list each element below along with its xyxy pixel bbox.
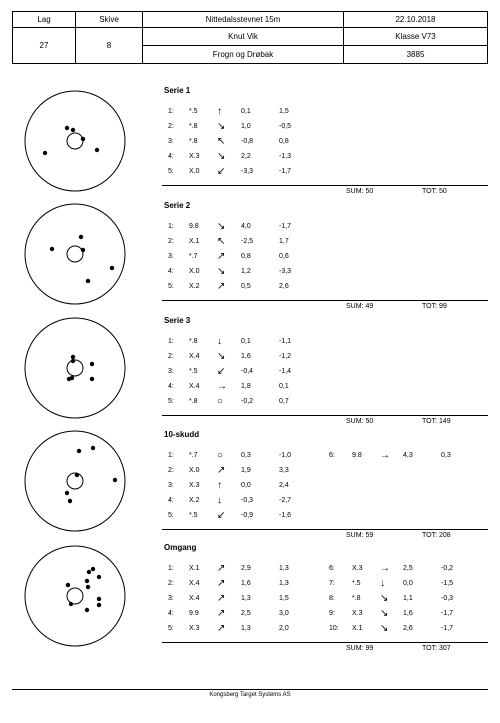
target-outer-ring [25,431,125,531]
shot-x: 1,0 [241,123,251,130]
target-diagram [23,202,127,306]
shot-impact [90,362,94,366]
shot-score: X.4 [189,595,200,602]
shot-score: *.5 [189,108,198,115]
shot-x: -3,3 [241,168,254,175]
shot-y: -1,0 [279,452,292,459]
direction-down-left-icon: ↙ [217,510,226,521]
direction-up-icon: ↑ [217,106,222,117]
shot-score: X.3 [189,625,200,632]
shot-y: 3,0 [279,610,289,617]
shot-impact [77,449,81,453]
shot-impact [91,446,95,450]
shot-y: 0,1 [279,383,289,390]
shot-y: -1,7 [441,625,454,632]
shot-x: 0,1 [241,338,251,345]
shot-y: -2,7 [279,497,292,504]
shot-number: 5: [168,398,174,405]
shooter-name: Knut Vik [143,28,344,46]
direction-up-left-icon: ↖ [217,136,226,147]
section-title: Serie 1 [164,86,191,95]
shot-x: 2,5 [241,610,251,617]
shot-impact [50,247,54,251]
direction-down-right-icon: ↘ [217,351,226,362]
section-sum: SUM: 59 [346,532,374,539]
shot-impact [65,491,69,495]
target-inner-ring [67,588,83,604]
shot-number: 1: [168,223,174,230]
direction-down-right-icon: ↘ [217,221,226,232]
shot-number: 7: [329,580,335,587]
shot-y: 2,4 [279,482,289,489]
shot-x: 0,3 [241,452,251,459]
direction-up-right-icon: ↗ [217,563,226,574]
lag-value: 27 [13,28,76,64]
shot-score: *.8 [189,123,198,130]
direction-down-right-icon: ↘ [217,121,226,132]
shot-number: 4: [168,497,174,504]
shot-number: 10: [329,625,339,632]
direction-down-right-icon: ↘ [380,608,389,619]
shot-y: 0,8 [279,138,289,145]
shot-impact [87,570,91,574]
shot-x: -2,5 [241,238,254,245]
target-diagram [23,429,127,533]
section-total: TOT: 307 [422,645,451,652]
direction-down-icon: ↓ [217,495,222,506]
shot-score: *.8 [189,338,198,345]
shot-score: *.8 [189,138,198,145]
target-outer-ring [25,546,125,646]
shot-score: X.1 [189,238,200,245]
shot-y: -0,5 [279,123,292,130]
direction-circle-icon: ○ [217,450,224,461]
shot-number: 8: [329,595,335,602]
shot-number: 5: [168,625,174,632]
shot-y: 0,6 [279,253,289,260]
shot-impact [71,359,75,363]
shot-number: 2: [168,353,174,360]
section-total: TOT: 208 [422,532,451,539]
shot-score: 9.8 [189,223,199,230]
shot-impact [85,608,89,612]
direction-down-right-icon: ↘ [380,623,389,634]
shot-score: X.1 [189,565,200,572]
shot-impact [66,583,70,587]
lag-label: Lag [13,12,76,28]
event-name: Nittedalsstevnet 15m [143,12,344,28]
shot-number: 4: [168,383,174,390]
shot-impact [110,266,114,270]
shot-score: X.0 [189,168,200,175]
target-inner-ring [67,246,83,262]
shot-number: 1: [168,452,174,459]
shooter-id: 3885 [344,46,488,64]
shot-x: 1,9 [241,467,251,474]
shot-number: 5: [168,168,174,175]
direction-circle-icon: ○ [217,396,224,407]
shot-impact [75,473,79,477]
shot-y: 2,6 [279,283,289,290]
shot-y: -3,3 [279,268,292,275]
shot-impact [71,355,75,359]
shot-score: *.7 [189,452,198,459]
target-outer-ring [25,91,125,191]
shot-y: 1,3 [279,580,289,587]
shot-y: -0,2 [441,565,454,572]
section-sum: SUM: 50 [346,418,374,425]
shot-x: 1,1 [403,595,413,602]
target-diagram [23,316,127,420]
direction-up-right-icon: ↗ [217,465,226,476]
shot-y: 0,3 [441,452,451,459]
footer-line [12,689,488,690]
shot-y: -1,2 [279,353,292,360]
shot-score: 9.9 [189,610,199,617]
section-divider [162,642,488,643]
shot-impact [86,279,90,283]
shot-x: 1,6 [241,353,251,360]
shot-score: *.7 [189,253,198,260]
section-title: 10-skudd [164,430,200,439]
shot-impact [85,579,89,583]
shot-x: 2,9 [241,565,251,572]
section-title: Omgang [164,543,197,552]
section-total: TOT: 149 [422,418,451,425]
direction-down-left-icon: ↙ [217,366,226,377]
shot-number: 2: [168,580,174,587]
direction-down-right-icon: ↘ [217,266,226,277]
direction-down-icon: ↓ [217,336,222,347]
section-title: Serie 2 [164,201,191,210]
shot-impact [71,128,75,132]
shot-x: -0,2 [241,398,254,405]
shot-impact [67,377,71,381]
shot-x: 1,3 [241,595,251,602]
shot-score: 9.8 [352,452,362,459]
shot-y: 1,7 [279,238,289,245]
shot-impact [81,248,85,252]
shot-number: 2: [168,123,174,130]
shot-impact [86,585,90,589]
shot-number: 1: [168,108,174,115]
shot-score: X.3 [189,482,200,489]
section-sum: SUM: 49 [346,303,374,310]
shot-impact [68,499,72,503]
shot-x: -0,3 [241,497,254,504]
footer-text: Kongsberg Target Systems AS [209,692,291,698]
skive-label: Skive [76,12,143,28]
shot-y: -1,6 [279,512,292,519]
direction-up-icon: ↑ [217,480,222,491]
club-name: Frogn og Drøbak [143,46,344,64]
shot-number: 5: [168,283,174,290]
shot-number: 2: [168,238,174,245]
shot-impact [95,148,99,152]
direction-down-right-icon: ↘ [217,151,226,162]
shot-x: 0,0 [403,580,413,587]
shooter-class: Klasse V73 [344,28,488,46]
shot-impact [90,377,94,381]
shot-x: 1,2 [241,268,251,275]
section-sum: SUM: 50 [346,188,374,195]
shot-x: -0,8 [241,138,254,145]
direction-up-right-icon: ↗ [217,623,226,634]
shot-y: -1,4 [279,368,292,375]
shot-x: 0,8 [241,253,251,260]
shot-impact [91,567,95,571]
direction-down-right-icon: ↘ [380,593,389,604]
shot-number: 5: [168,512,174,519]
section-divider [162,415,488,416]
direction-up-right-icon: ↗ [217,608,226,619]
shot-score: X.4 [189,353,200,360]
shot-y: 1,5 [279,595,289,602]
shot-impact [69,602,73,606]
shot-y: -1,3 [279,153,292,160]
shot-number: 4: [168,610,174,617]
shot-x: 0,1 [241,108,251,115]
target-inner-ring [67,360,83,376]
shot-y: 0,7 [279,398,289,405]
skive-value: 8 [76,28,143,64]
shot-x: -0,4 [241,368,254,375]
shot-number: 3: [168,595,174,602]
target-inner-ring [67,133,83,149]
shot-number: 1: [168,338,174,345]
shot-number: 9: [329,610,335,617]
shot-x: 1,6 [241,580,251,587]
shot-impact [79,235,83,239]
shot-x: -0,9 [241,512,254,519]
target-diagram [23,544,127,648]
shot-number: 2: [168,467,174,474]
shot-score: X.1 [352,625,363,632]
shot-number: 3: [168,138,174,145]
shot-number: 6: [329,565,335,572]
direction-right-icon: → [217,381,227,392]
section-sum: SUM: 99 [346,645,374,652]
shot-y: 1,5 [279,108,289,115]
shot-number: 6: [329,452,335,459]
shot-score: *.5 [189,512,198,519]
shot-score: X.2 [189,283,200,290]
shot-impact [97,603,101,607]
shot-y: -1,7 [441,610,454,617]
shot-impact [81,137,85,141]
shot-x: 4,3 [403,452,413,459]
target-outer-ring [25,318,125,418]
shot-y: -1,5 [441,580,454,587]
shot-score: *.5 [352,580,361,587]
shot-score: *.5 [189,368,198,375]
shot-y: -1,7 [279,168,292,175]
shot-number: 1: [168,565,174,572]
shot-impact [113,478,117,482]
shot-score: *.8 [352,595,361,602]
shot-x: 0,0 [241,482,251,489]
section-divider [162,529,488,530]
shot-y: -1,1 [279,338,292,345]
shot-x: 1,6 [403,610,413,617]
shot-score: X.0 [189,268,200,275]
direction-right-icon: → [380,563,390,574]
shot-impact [65,126,69,130]
shot-x: 4,0 [241,223,251,230]
shot-score: X.4 [189,580,200,587]
target-diagram [23,89,127,193]
direction-down-icon: ↓ [380,578,385,589]
shot-x: 2,5 [403,565,413,572]
shot-y: -1,7 [279,223,292,230]
section-total: TOT: 50 [422,188,447,195]
shot-number: 3: [168,368,174,375]
shot-number: 3: [168,482,174,489]
shot-x: 2,6 [403,625,413,632]
shot-impact [43,151,47,155]
section-divider [162,300,488,301]
direction-up-right-icon: ↗ [217,281,226,292]
section-title: Serie 3 [164,316,191,325]
shot-score: X.3 [189,153,200,160]
event-date: 22.10.2018 [344,12,488,28]
shot-number: 4: [168,153,174,160]
direction-up-right-icon: ↗ [217,578,226,589]
shot-impact [97,597,101,601]
direction-right-icon: → [380,450,390,461]
shot-score: X.3 [352,565,363,572]
shot-x: 1,8 [241,383,251,390]
shot-number: 3: [168,253,174,260]
section-divider [162,185,488,186]
direction-up-right-icon: ↗ [217,593,226,604]
shot-score: X.2 [189,497,200,504]
shot-x: 1,3 [241,625,251,632]
shot-score: X.0 [189,467,200,474]
shot-x: 0,5 [241,283,251,290]
shot-y: -0,3 [441,595,454,602]
shot-y: 1,3 [279,565,289,572]
shot-number: 4: [168,268,174,275]
shot-score: X.3 [352,610,363,617]
shot-y: 2,0 [279,625,289,632]
shot-score: *.8 [189,398,198,405]
direction-down-left-icon: ↙ [217,166,226,177]
direction-up-right-icon: ↗ [217,251,226,262]
shot-y: 3,3 [279,467,289,474]
section-total: TOT: 99 [422,303,447,310]
shot-score: X.4 [189,383,200,390]
target-outer-ring [25,204,125,304]
shot-impact [97,575,101,579]
shot-x: 2,2 [241,153,251,160]
direction-up-left-icon: ↖ [217,236,226,247]
